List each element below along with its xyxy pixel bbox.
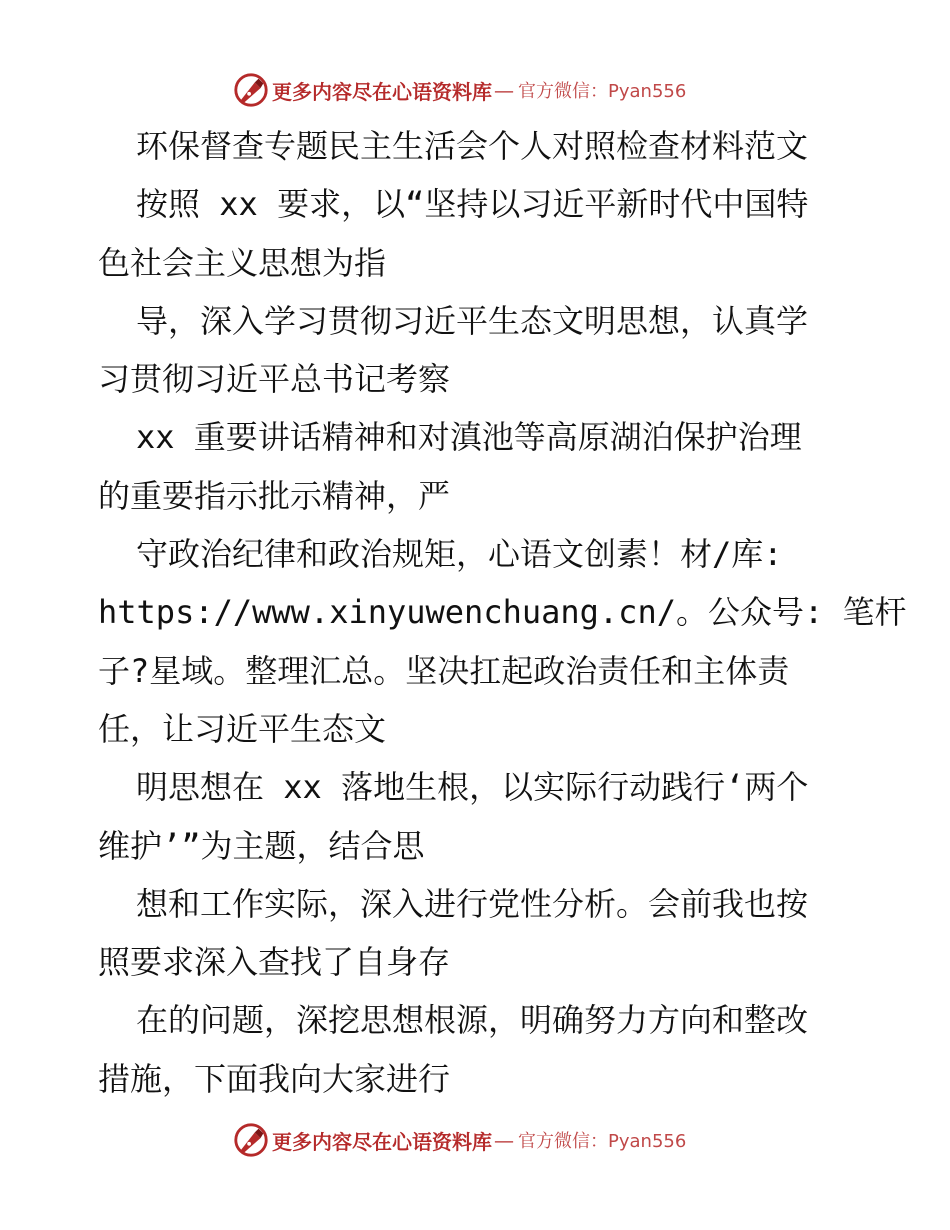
text-line: 任，让习近平生态文 (98, 709, 387, 748)
text-line: 色社会主义思想为指 (98, 243, 387, 282)
pen-nib-logo-icon (232, 1121, 270, 1159)
text-line: 守政治纪律和政治规矩，心语文创素！材/库: (136, 535, 783, 574)
text-line: 想和工作实际，深入进行党性分析。会前我也按 (136, 884, 809, 923)
text-line: 明思想在 xx 落地生根，以实际行动践行‘两个 (136, 768, 809, 807)
header-wechat-text: 官方微信：Pyan556 (518, 81, 687, 102)
text-line: 的重要指示批示精神，严 (98, 476, 451, 515)
document-title: 环保督查专题民主生活会个人对照检查材料范文 (136, 127, 809, 165)
text-line: 子?星域。整理汇总。坚决扛起政治责任和主体责 (98, 651, 790, 690)
text-line: 习贯彻习近平总书记考察 (98, 360, 451, 399)
text-line: 按照 xx 要求，以“坚持以习近平新时代中国特 (136, 185, 809, 224)
footer-separator: — (494, 1128, 514, 1152)
text-line: 在的问题，深挖思想根源，明确努力方向和整改 (136, 1001, 809, 1040)
footer-brand-text: 更多内容尽在心语资料库 (272, 1129, 492, 1154)
text-line: xx 重要讲话精神和对滇池等高原湖泊保护治理 (136, 418, 802, 457)
footer-watermark-banner (232, 1120, 712, 1160)
text-line: https://www.xinyuwenchuang.cn/。公众号: 笔杆 (98, 593, 907, 632)
footer-wechat-text: 官方微信：Pyan556 (518, 1131, 687, 1152)
text-line: 照要求深入查找了自身存 (98, 943, 451, 982)
header-brand-text: 更多内容尽在心语资料库 (272, 79, 492, 104)
pen-nib-logo-icon (232, 71, 270, 109)
document-body (98, 117, 907, 1108)
header-separator: — (494, 78, 514, 102)
text-line: 导，深入学习贯彻习近平生态文明思想，认真学 (136, 301, 809, 340)
text-line: 维护’”为主题，结合思 (98, 826, 425, 865)
text-line: 措施，下面我向大家进行 (98, 1059, 451, 1098)
header-watermark-banner (232, 70, 712, 110)
